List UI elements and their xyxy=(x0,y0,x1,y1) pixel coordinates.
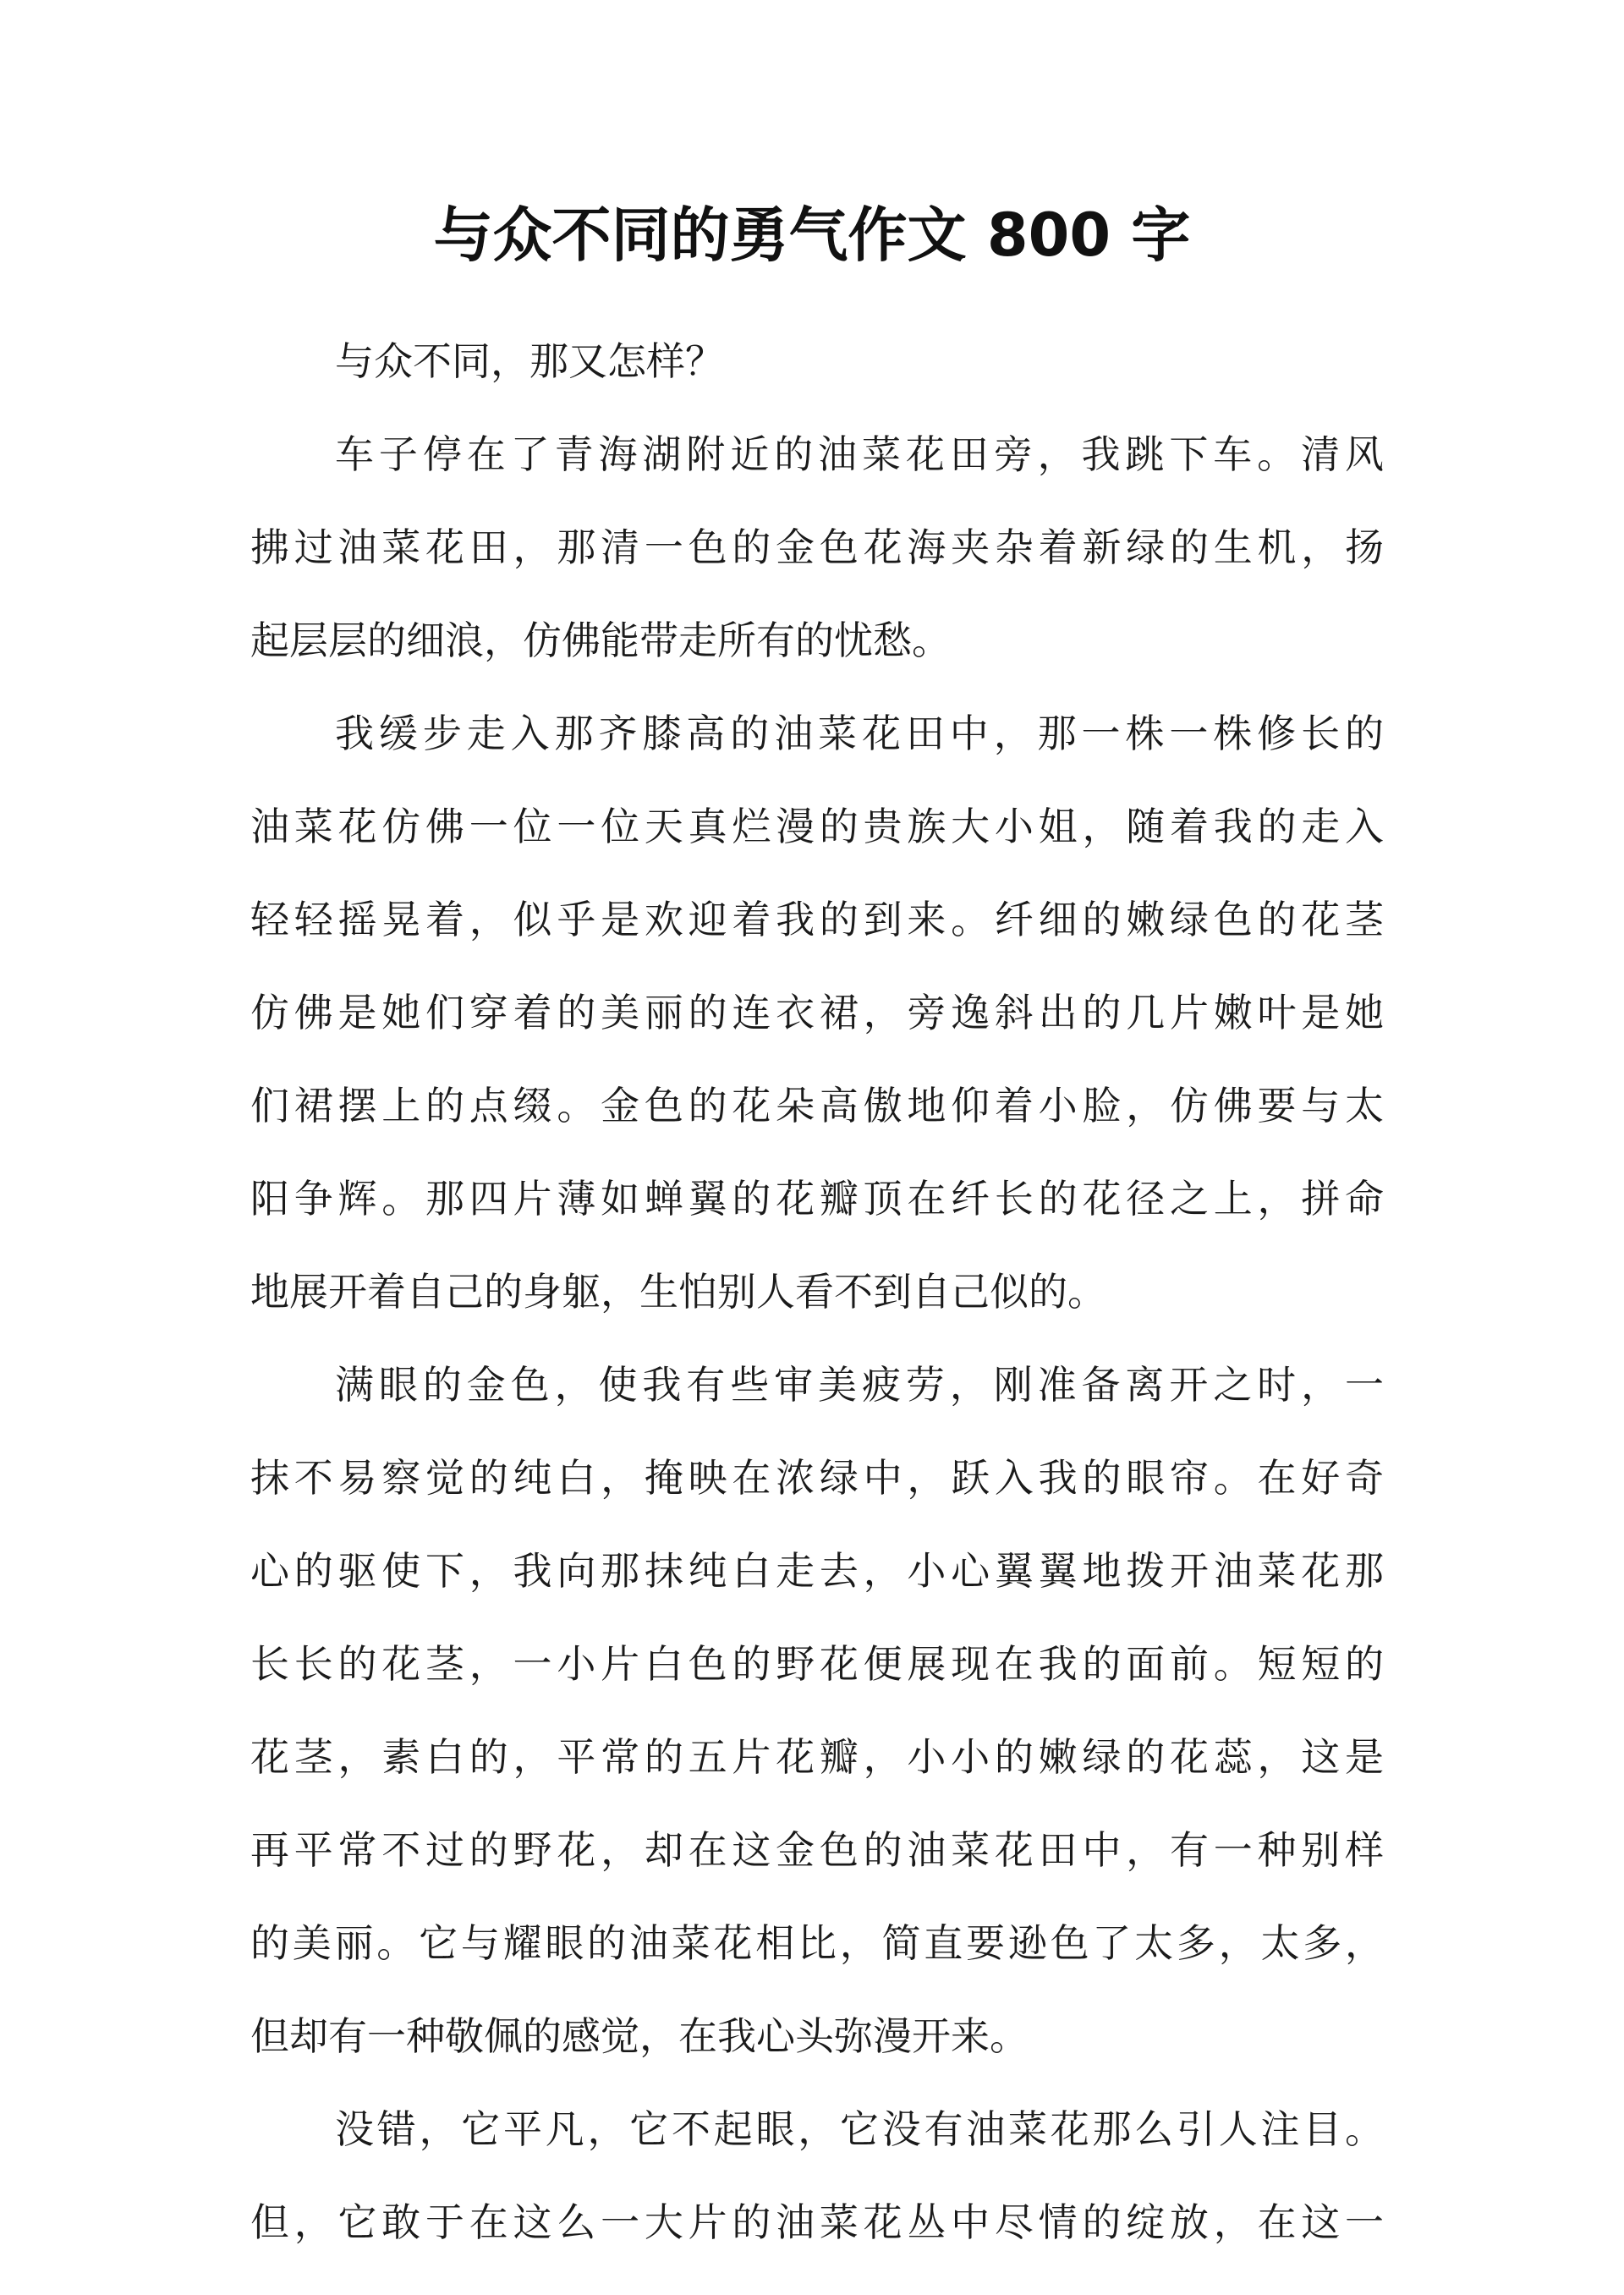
text-line: 仿佛是她们穿着的美丽的连衣裙，旁逸斜出的几片嫩叶是她 xyxy=(250,990,1384,1035)
text-line: 阳争辉。那四片薄如蝉翼的花瓣顶在纤长的花径之上，拼命 xyxy=(250,1176,1384,1222)
text-line: 我缓步走入那齐膝高的油菜花田中，那一株一株修长的 xyxy=(335,711,1384,756)
text-line: 拂过油菜花田，那清一色的金色花海夹杂着新绿的生机，扬 xyxy=(250,524,1384,570)
text-line: 抹不易察觉的纯白，掩映在浓绿中，跃入我的眼帘。在好奇 xyxy=(250,1455,1384,1501)
text-line: 但，它敢于在这么一大片的油菜花丛中尽情的绽放，在这一 xyxy=(250,2199,1384,2245)
text-line: 地展开着自己的身躯，生怕别人看不到自己似的。 xyxy=(250,1269,1106,1315)
text-line: 花茎，素白的，平常的五片花瓣，小小的嫩绿的花蕊，这是 xyxy=(250,1734,1384,1780)
text-line: 车子停在了青海湖附近的油菜花田旁，我跳下车。清风 xyxy=(335,431,1384,477)
text-line: 轻轻摇晃着，似乎是欢迎着我的到来。纤细的嫩绿色的花茎 xyxy=(250,897,1384,942)
document-body xyxy=(250,315,1384,2269)
text-line: 长长的花茎，一小片白色的野花便展现在我的面前。短短的 xyxy=(250,1641,1384,1687)
text-line: 没错，它平凡，它不起眼，它没有油菜花那么引人注目。 xyxy=(335,2106,1384,2152)
text-line: 心的驱使下，我向那抹纯白走去，小心翼翼地拨开油菜花那 xyxy=(250,1548,1384,1594)
text-line: 的美丽。它与耀眼的油菜花相比，简直要逊色了太多，太多， xyxy=(250,1920,1384,1966)
document-title: 与众不同的勇气作文 800 字 xyxy=(433,200,1191,270)
text-line: 油菜花仿佛一位一位天真烂漫的贵族大小姐，随着我的走入 xyxy=(250,804,1384,849)
text-line: 们裙摆上的点缀。金色的花朵高傲地仰着小脸，仿佛要与太 xyxy=(250,1083,1384,1128)
text-line: 起层层的细浪，仿佛能带走所有的忧愁。 xyxy=(250,618,951,663)
text-line: 但却有一种敬佩的感觉，在我心头弥漫开来。 xyxy=(250,2013,1029,2059)
text-line: 再平常不过的野花，却在这金色的油菜花田中，有一种别样 xyxy=(250,1827,1384,1873)
text-line: 与众不同，那又怎样？ xyxy=(335,338,724,384)
text-line: 满眼的金色，使我有些审美疲劳，刚准备离开之时，一 xyxy=(335,1362,1384,1408)
